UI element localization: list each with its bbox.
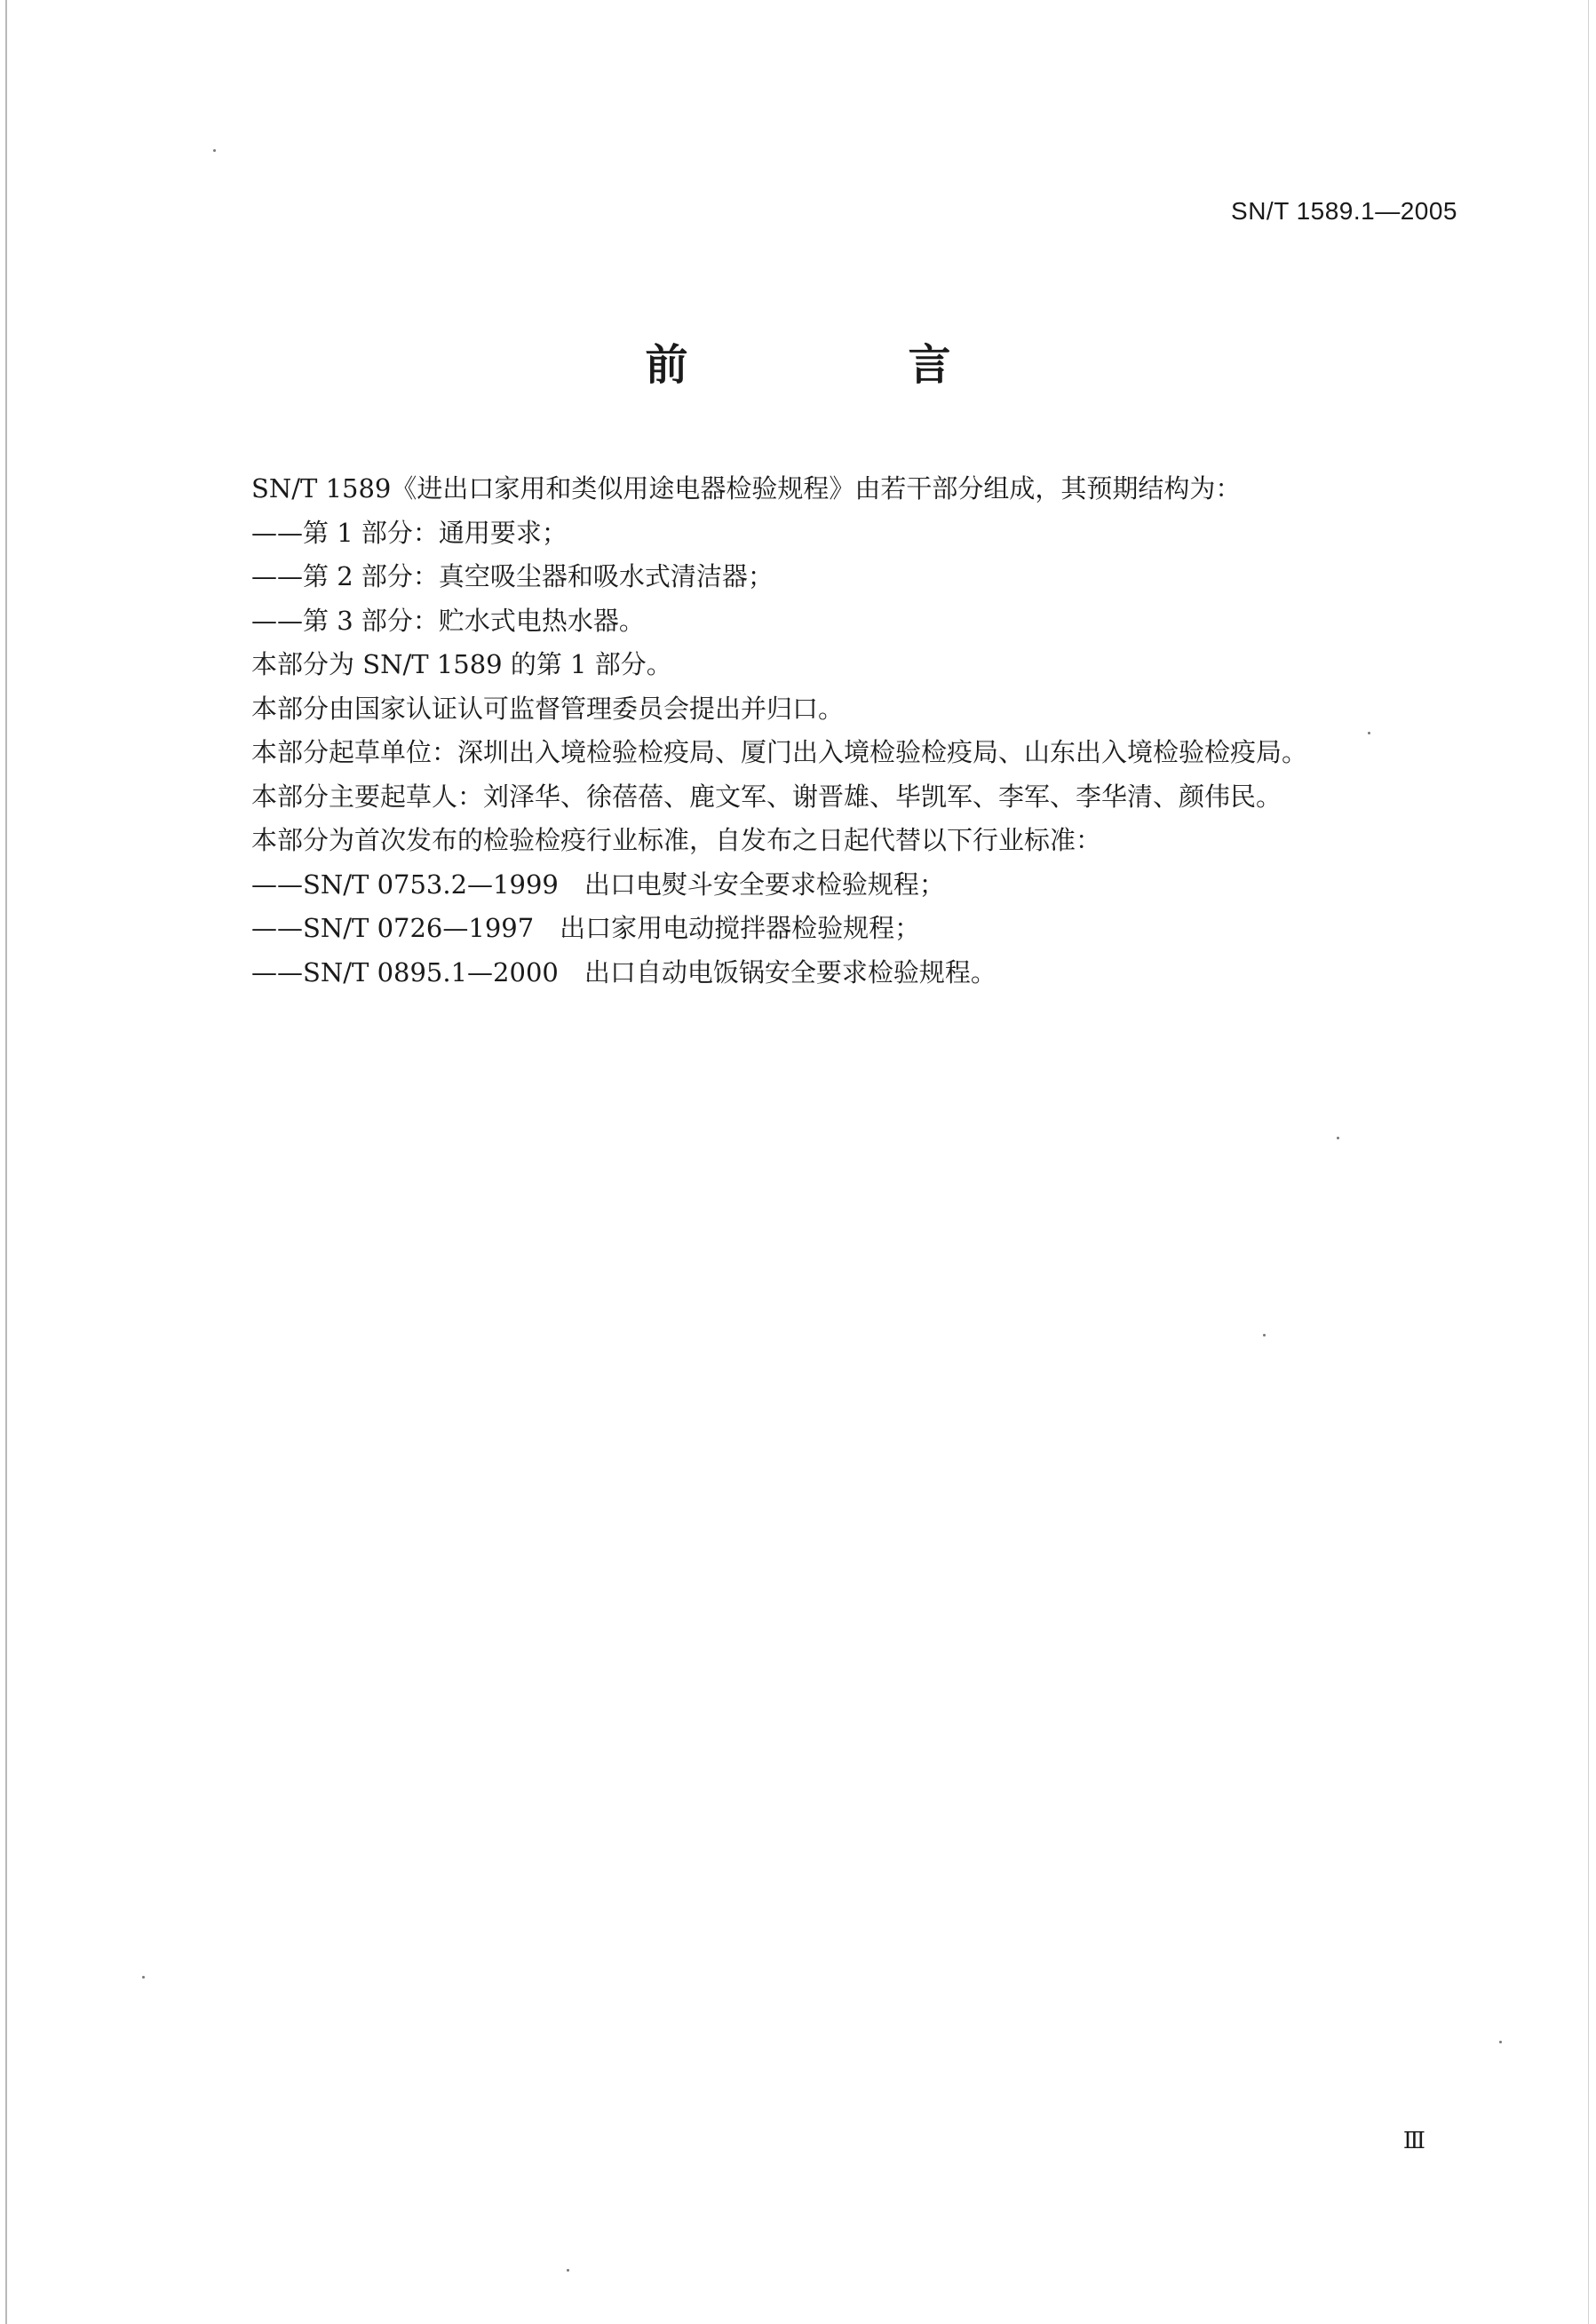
standard-code: SN/T 1589.1—2005 — [1231, 197, 1457, 225]
paragraph-drafting-units: 本部分起草单位：深圳出入境检验检疫局、厦门出入境检验检疫局、山东出入境检验检疫局。 — [251, 737, 1308, 767]
scan-speck — [1263, 1334, 1266, 1336]
scan-speck — [142, 1976, 145, 1979]
list-item-part-1: ——第 1 部分：通用要求； — [251, 517, 568, 548]
scan-speck — [1337, 1137, 1339, 1139]
foreword-body — [251, 467, 1406, 995]
paragraph-drafters: 本部分主要起草人：刘泽华、徐蓓蓓、鹿文军、谢晋雄、毕凯军、李军、李华清、颜伟民。 — [251, 781, 1282, 812]
list-item-replaced-standard: ——SN/T 0895.1—2000 出口自动电饭锅安全要求检验规程。 — [251, 956, 997, 988]
scan-speck — [1368, 732, 1370, 734]
list-item-part-2: ——第 2 部分：真空吸尘器和吸水式清洁器； — [251, 561, 774, 591]
list-item-part-3: ——第 3 部分：贮水式电热水器。 — [251, 605, 645, 636]
paragraph-this-part: 本部分为 SN/T 1589 的第 1 部分。 — [251, 649, 672, 679]
page-number: Ⅲ — [1402, 2128, 1425, 2154]
list-item-replaced-standard: ——SN/T 0753.2—1999 出口电熨斗安全要求检验规程； — [251, 869, 945, 900]
page-title: 前 言 — [645, 340, 1040, 390]
scan-speck — [213, 149, 216, 152]
paragraph-replacement: 本部分为首次发布的检验检疫行业标准，自发布之日起代替以下行业标准： — [251, 825, 1102, 855]
paragraph-proposer: 本部分由国家认证认可监督管理委员会提出并归口。 — [251, 693, 845, 724]
list-item-replaced-standard: ——SN/T 0726—1997 出口家用电动搅拌器检验规程； — [251, 913, 921, 943]
scan-speck — [1499, 2041, 1502, 2043]
paragraph-structure-intro: SN/T 1589《进出口家用和类似用途电器检验规程》由若干部分组成，其预期结构为： — [251, 473, 1242, 504]
scan-speck — [567, 2269, 569, 2272]
